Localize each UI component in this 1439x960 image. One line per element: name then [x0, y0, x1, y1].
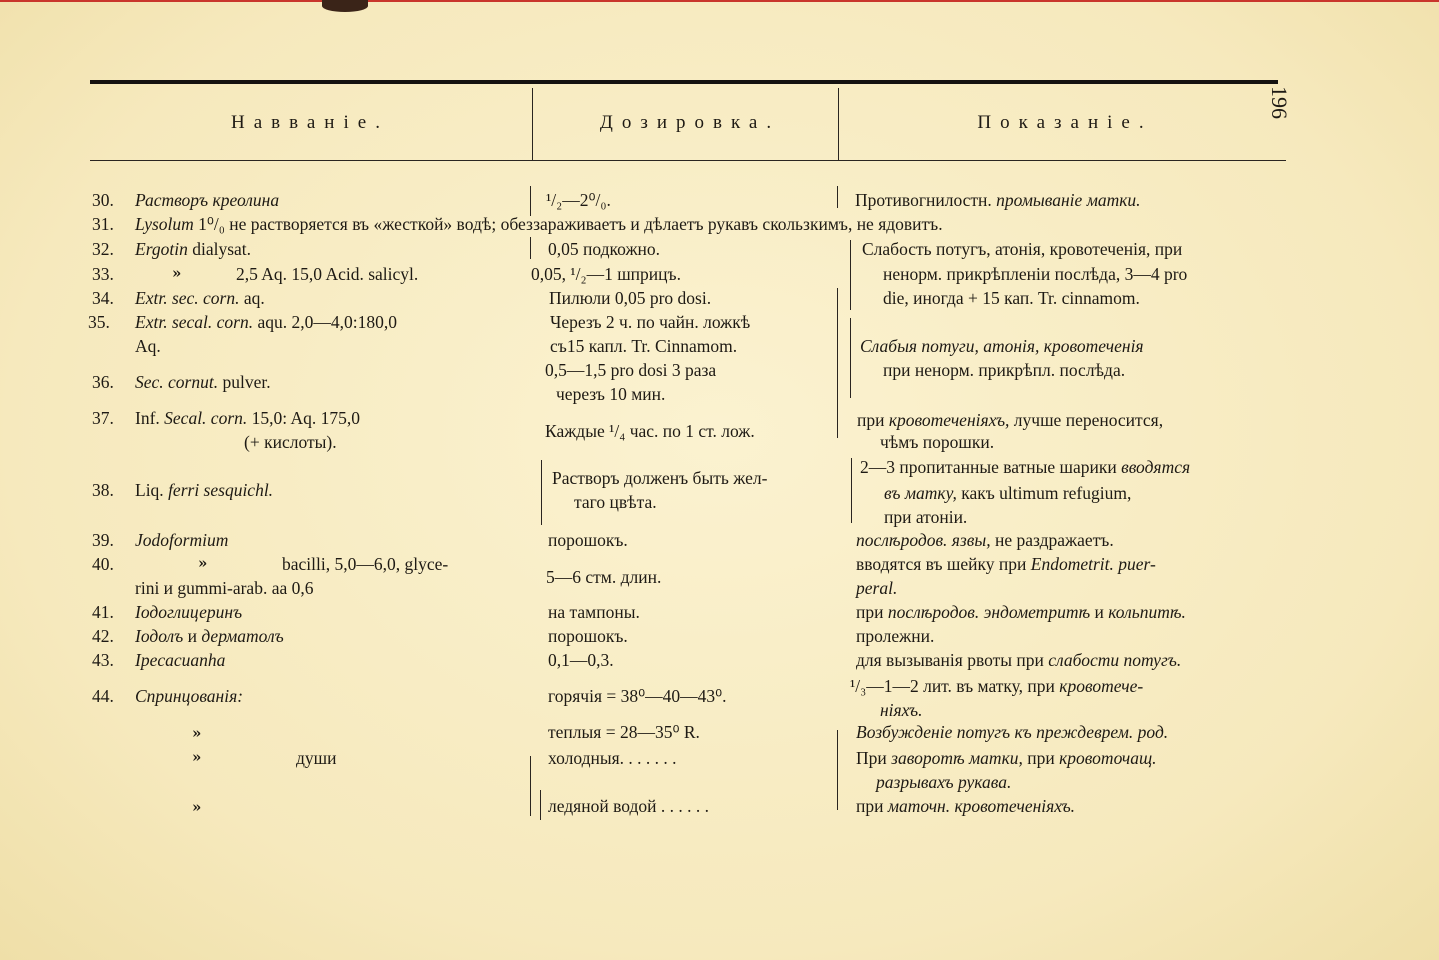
drug-name: Inf. Secal. corn. 15,0: Aq. 175,0 — [135, 408, 361, 428]
drug-name-cont: (+ кислоты). — [244, 432, 337, 452]
row-number: 42. — [92, 626, 114, 646]
indication: ¹/₃—1—2 лит. въ матку, при кровотече- — [850, 676, 1144, 696]
drug-name: Iодолъ и дерматолъ — [135, 626, 284, 646]
table-header-rule — [90, 160, 1286, 161]
header-name: Навванiе. — [231, 112, 389, 133]
dosage: теплыя = 28—35⁰ R. — [548, 722, 700, 742]
row-number: 30. — [92, 190, 114, 210]
column-separator — [837, 288, 838, 438]
indication-cont: нiяхъ. — [880, 700, 923, 720]
drug-name: Extr. secal. corn. aqu. 2,0—4,0:180,0 — [135, 312, 397, 332]
drug-name: bacilli, 5,0—6,0, glyce- — [282, 554, 449, 574]
column-separator — [837, 730, 838, 810]
table-top-rule — [90, 80, 1278, 84]
column-separator — [530, 756, 531, 816]
red-edge-line — [0, 0, 1439, 2]
indication-cont: въ матку, какъ ultimum refugium, — [884, 483, 1132, 503]
dosage-cont: черезъ 10 мин. — [556, 384, 666, 404]
dosage: горячiя = 38⁰—40—43⁰. — [548, 686, 727, 706]
drug-name: Ipecacuanha — [135, 650, 226, 670]
indication: вводятся въ шейку при Endometrit. puer- — [856, 554, 1156, 574]
indication: Слабыя потуги, атонiя, кровотеченiя — [860, 336, 1144, 356]
drug-name-cont: Aq. — [135, 336, 161, 356]
indication: Возбужденiе потугъ къ преждеврем. род. — [856, 722, 1169, 742]
ditto-mark: » — [172, 264, 182, 282]
ditto-mark: » — [192, 798, 202, 816]
dosage: на тампоны. — [548, 602, 640, 622]
dosage: 0,05 подкожно. — [548, 239, 661, 259]
brace-line — [850, 240, 851, 310]
indication: Противогнилостн. промыванiе матки. — [855, 190, 1141, 210]
indication: Слабость потугъ, атонiя, кровотеченiя, при — [862, 239, 1183, 259]
row-number: 32. — [92, 239, 114, 259]
row-number: 43. — [92, 650, 114, 670]
dosage: 0,1—0,3. — [548, 650, 614, 670]
dosage: 0,5—1,5 pro dosi 3 раза — [545, 360, 717, 380]
drug-name: Растворъ креолина — [135, 190, 280, 210]
drug-note: Lysolum 1⁰/₀ не растворяется въ «жесткой» водѣ; обеззараживаетъ и дѣлаетъ рукавъ скользкимъ, не ядовитъ. — [135, 214, 943, 234]
dosage: 5—6 стм. длин. — [546, 567, 662, 587]
row-number: 37. — [92, 408, 114, 428]
ditto-mark: » — [192, 748, 202, 766]
row-number: 39. — [92, 530, 114, 550]
indication-cont: разрывахъ рукава. — [876, 772, 1012, 792]
dosage: 0,05, ¹/₂—1 шприцъ. — [531, 264, 681, 284]
indication: пролежни. — [856, 626, 935, 646]
indication: при маточн. кровотеченiяхъ. — [856, 796, 1076, 816]
dosage: порошокъ. — [548, 626, 628, 646]
ink-blot — [322, 0, 368, 12]
column-separator — [530, 237, 531, 259]
row-number: 31. — [92, 214, 114, 234]
row-number: 36. — [92, 372, 114, 392]
indication: при послѣродов. эндометритѣ и кольпитѣ. — [856, 602, 1186, 622]
drug-name: Extr. sec. corn. aq. — [135, 288, 265, 308]
row-number: 35. — [88, 312, 110, 332]
drug-name: Iодоглицеринъ — [135, 602, 243, 622]
ditto-mark: » — [198, 554, 208, 572]
dosage-cont: съ15 капл. Tr. Cinnamom. — [550, 336, 738, 356]
page-number: 196 — [1267, 86, 1292, 119]
drug-name: Jodoformium — [135, 530, 229, 550]
drug-name: Ergotin dialysat. — [135, 239, 252, 259]
drug-name: Спринцованiя: — [135, 686, 244, 706]
indication-cont: при атонiи. — [884, 507, 968, 527]
drug-name: Liq. ferri sesquichl. — [135, 480, 274, 500]
brace-line — [540, 790, 541, 820]
dosage: Каждые ¹/₄ час. по 1 ст. лож. — [545, 421, 755, 441]
column-separator — [838, 88, 839, 160]
indication-cont: чѣмъ порошки. — [880, 432, 995, 452]
indication: ненорм. прикрѣпленiи послѣда, 3—4 pro — [883, 264, 1188, 284]
row-number: 38. — [92, 480, 114, 500]
ditto-mark: » — [192, 724, 202, 742]
dosage: ¹/₂—2⁰/₀. — [546, 190, 611, 210]
dosage: Растворъ долженъ быть жел- — [552, 468, 768, 488]
header-indication: Показанiе. — [977, 112, 1153, 133]
dosage: холодныя. . . . . . . — [548, 748, 677, 768]
drug-name: Sec. cornut. pulver. — [135, 372, 271, 392]
column-separator — [532, 88, 533, 160]
column-separator — [837, 186, 838, 208]
dosage: ледяной водой . . . . . . — [548, 796, 709, 816]
indication: 2—3 пропитанные ватные шарики вводятся — [860, 457, 1191, 477]
column-separator — [530, 186, 531, 216]
row-number: 33. — [92, 264, 114, 284]
brace-line — [850, 318, 851, 398]
drug-name: души — [296, 748, 337, 768]
brace-line — [541, 460, 542, 525]
brace-line — [851, 458, 852, 523]
indication: для вызыванiя рвоты при слабости потугъ. — [856, 650, 1182, 670]
indication-cont: peral. — [856, 578, 898, 598]
row-number: 40. — [92, 554, 114, 574]
indication: при кровотеченiяхъ, лучше переносится, — [857, 410, 1164, 430]
row-number: 34. — [92, 288, 114, 308]
drug-name: 2,5 Aq. 15,0 Acid. salicyl. — [236, 264, 419, 284]
dosage: Пилюли 0,05 pro dosi. — [549, 288, 712, 308]
drug-name-cont: rini и gummi-arab. aa 0,6 — [135, 578, 314, 598]
row-number: 44. — [92, 686, 114, 706]
indication: При заворотѣ матки, при кровоточащ. — [856, 748, 1157, 768]
dosage: порошокъ. — [548, 530, 628, 550]
dosage: Черезъ 2 ч. по чайн. ложкѣ — [550, 312, 751, 332]
row-number: 41. — [92, 602, 114, 622]
indication: die, иногда + 15 кап. Tr. cinnamom. — [883, 288, 1140, 308]
dosage-cont: таго цвѣта. — [574, 492, 657, 512]
indication-cont: при ненорм. прикрѣпл. послѣда. — [883, 360, 1126, 380]
header-dose: Дозировка. — [599, 112, 781, 133]
indication: послѣродов. язвы, не раздражаетъ. — [856, 530, 1114, 550]
